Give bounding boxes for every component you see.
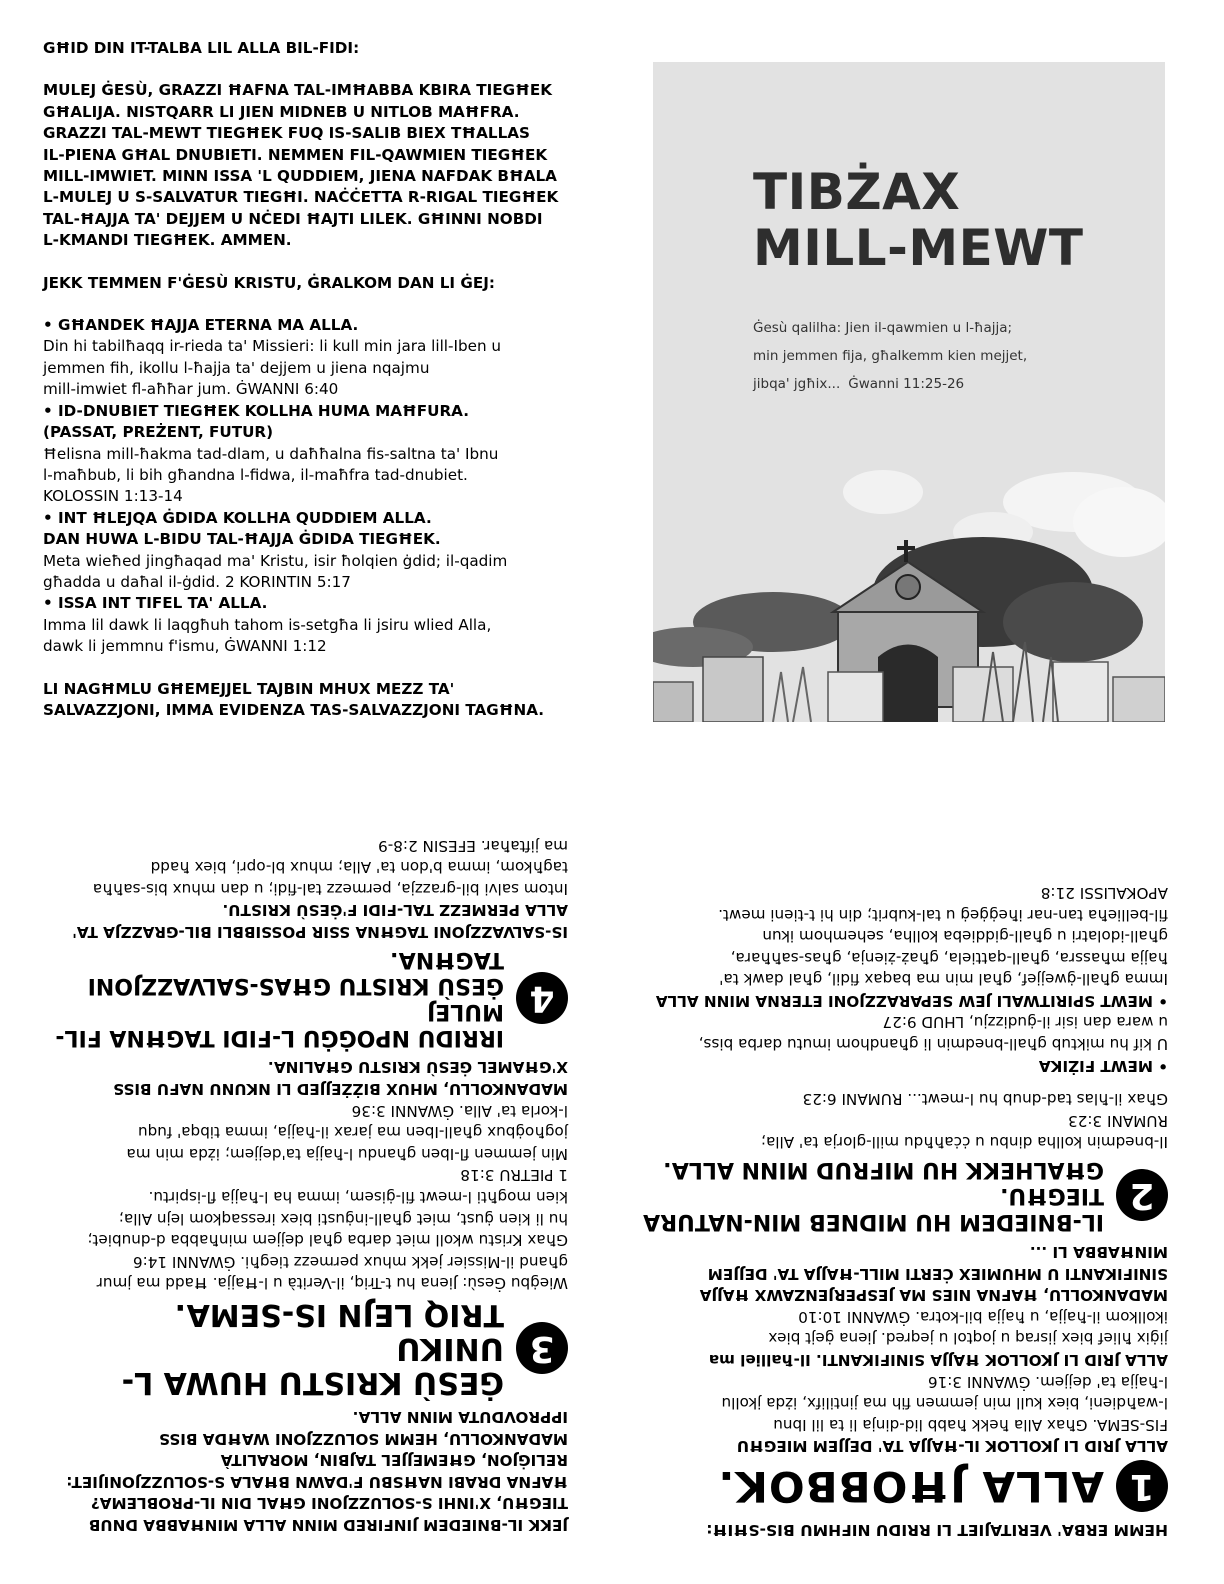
prayer-panel (43, 38, 583, 721)
truth-text: Il-bnedmin kollha dinbu u ċċaħħdu mill-glorja ta' Alla; (760, 1133, 1168, 1152)
truths-intro: HEMM ERBA' VERITAJIET LI RRIDU NIFHMU BIS-SĦIĦ: (706, 1521, 1168, 1539)
point-head: • INT ĦLEJQA ĠDIDA KOLLHA QUDDIEM ALLA. (43, 508, 432, 527)
quote-reference: Ġwanni 11:25-26 (848, 376, 965, 392)
truth-text-bold: X'GĦAMEL ĠESÙ KRISTU GĦALINA. (267, 1058, 568, 1077)
point-1 (43, 315, 583, 401)
point-text: KOLOSSIN 1:13-14 (43, 487, 183, 506)
closing-line: SALVAZZJONI, IMMA EVIDENZA TAS-SALVAZZJONI TAGĦNA. (43, 700, 545, 719)
truth-text: l-korla ta' Alla. ĠWANNI 3:36 (351, 1101, 568, 1120)
truth-text: Wieġbu Ġesù: Jiena hu t-Triq, il-Verità u l-Ħajja. Ħadd ma jmur (96, 1274, 568, 1293)
point-text: Meta wieħed jingħaqad ma' Kristu, isir ħolqien ġdid; il-qadim (43, 551, 508, 570)
truth-text: hu li kien ġust, miet għall-inġusti biex iressaqkom lejn Alla; (118, 1209, 568, 1228)
quote-line: jibqa' jgħix... Ġwanni 11:25-26 (753, 376, 965, 392)
point-text: dawk li jemmnu f'ismu, ĠWANNI 1:12 (43, 637, 327, 656)
prayer-line: MULEJ ĠESÙ, GRAZZI ĦAFNA TAL-IMĦABBA KBIRA TIEGĦEK (43, 81, 553, 100)
prayer-line: GRAZZI TAL-MEWT TIEGĦEK FUQ IS-SALIB BIEX TĦALLAS (43, 124, 530, 143)
truths-panel-1-2 (633, 830, 1168, 1540)
point-head: • ID-DNUBIET TIEGĦEK KOLLHA HUMA MAĦFURA. (43, 401, 469, 420)
spiritual-death-head: • MEWT SPIRITWALI JEW SEPARAZZJONI ETERNA MINN ALLA (655, 991, 1168, 1010)
prayer-line: L-MULEJ U S-SALVATUR TIEGĦI. NAĊĊETTA R-RIGAL TIEGĦEK (43, 188, 559, 207)
prayer-line: MILL-IMWIET. MINN ISSA 'L QUDDIEM, JIENA NAFDAK BĦALA (43, 167, 557, 186)
truth-4-title: IRRIDU NPOĠĠU L-FIDI TAGĦNA FIL-MULEJ ĠESÙ KRISTU GĦAS-SALVAZZJONI TAGĦNA. (55, 946, 504, 1050)
if-believe-heading: JEKK TEMMEN F'ĠESÙ KRISTU, ĠRALKOM DAN LI ĠEJ: (43, 273, 495, 292)
truth-text-bold: IS-SALVAZZJONI TAGĦNA SSIR POSSIBBLI BIL-GRAZZJA TA' (72, 922, 568, 941)
truth-text: APOKALISSI 21:8 (1040, 883, 1168, 902)
truth-text-bold: JEKK IL-BNIEDEM JINFIRED MINN ALLA MINĦABBA DNUB (88, 1516, 568, 1534)
point-text: Din hi tabilħaqq ir-rieda ta' Missieri: li kull min jara lill-Iben u (43, 337, 502, 356)
truth-2-title: IL-BNIEDEM HU MIDNEB MIN-NATURA TIEGĦU. GĦALHEKK HU MIFRUD MINN ALLA. (643, 1157, 1104, 1235)
point-text: Ħelisna mill-ħakma tad-dlam, u daħħalna fis-saltna ta' Ibnu (43, 444, 499, 463)
truth-text: RUMANI 3:23 (1068, 1111, 1168, 1130)
truth-text: Għax il-ħlas tad-dnub hu l-mewt... RUMANI 6:23 (802, 1090, 1168, 1109)
prayer-line: IL-PIENA GĦAL DNUBIETI. NEMMEN FIL-QAWMIEN TIEGĦEK (43, 145, 548, 164)
truth-text: U kif hu miktub għall-bnedmin li għandhom imutu darba biss, (698, 1035, 1168, 1054)
truth-text-bold: ALLA PERMEZZ TAL-FIDI F'ĠESÙ KRISTU. (222, 901, 568, 920)
truth-text: Għax Kristu wkoll miet darba għal dejjem minħabba d-dnubiet; (87, 1231, 568, 1250)
point-head: • GĦANDEK ĦAJJA ETERNA MA ALLA. (43, 316, 359, 335)
cover-panel (653, 62, 1165, 722)
truth-text-bold: SINIFIKANTI U MHUMIEX ĊERTI MILL-ĦAJJA TA' DEJJEM (707, 1264, 1168, 1283)
prayer-line: TAL-ĦAJJA TA' DEJJEM U NĊEDI ĦAJTI LILEK. GĦINNI NOBDI (43, 209, 543, 228)
prayer-text (43, 80, 583, 251)
truth-2-header (633, 1156, 1168, 1234)
truth-4-header (42, 946, 568, 1050)
point-head: • ISSA INT TIFEL TA' ALLA. (43, 594, 268, 613)
number-badge-3: 3 (516, 1322, 568, 1374)
point-text: l-maħbub, li bih għandna l-fidwa, il-maħfra tad-dnubiet. (43, 465, 468, 484)
truth-text-bold: ALLA JRID LI JKOLLOK IL-ĦAJJA TA' DEJJEM MIEGĦU (736, 1437, 1168, 1456)
truth-text-bold: RELIĠJON, GĦEMEJJEL TAJBIN, MORALITÀ (220, 1451, 568, 1470)
truth-text-bold: MADANKOLLU, HEMM SOLUZZJONI WAĦDA BISS (159, 1429, 568, 1448)
point-text: għadda u daħal il-ġdid. 2 KORINTIN 5:17 (43, 572, 351, 591)
chapel-cemetery-photo (653, 422, 1165, 722)
truth-text: Intom salvi bil-grazzja, permezz tal-fidi; u dan mhux bis-saħħa (92, 879, 568, 898)
truth-3-title: ĠESÙ KRISTU HUWA L-UNIKU TRIQ LEJN IS-SEMA. (121, 1297, 504, 1401)
truth-text-bold: ALLA JRID LI JKOLLOK ĦAJJA SINIFIKANTI. Il-ħalliel ma (708, 1351, 1168, 1370)
truth-1-header (633, 1460, 1168, 1512)
truth-text: fil-bellieħa tan-nar iħeġġeġ u tal-kubrit; din hi t-tieni mewt. (718, 905, 1168, 924)
point-head: DAN HUWA L-BIDU TAL-ĦAJJA ĠDIDA TIEGĦEK. (43, 530, 441, 549)
truth-text: Imma għall-ġwejjef, għal min ma baqax fidil, għal dawk ta' (719, 970, 1168, 989)
prayer-line: GĦALIJA. NISTQARR LI JIEN MIDNEB U NITLOB MAĦFRA. (43, 102, 520, 121)
truth-text: ħajja mħassra, għall-qattiela, għaż-żienja, għas-saħħara, (730, 948, 1168, 967)
cover-quote (753, 314, 1073, 398)
truth-text-bold: TIEGĦU, X'INHI S-SOLUZZJONI GĦAL DIN IL-PROBLEMA? (90, 1494, 568, 1513)
truth-text: l-ħajja ta' dejjem. ĠWANNI 3:16 (927, 1372, 1168, 1391)
point-2 (43, 401, 583, 508)
number-badge-2: 2 (1116, 1169, 1168, 1221)
cover-title-line: MILL-MEWT (753, 219, 1084, 277)
quote-line: min jemmen fija, għalkemm kien mejjet, (753, 348, 1028, 364)
point-text: mill-imwiet fl-aħħar jum. ĠWANNI 6:40 (43, 380, 339, 399)
point-3 (43, 508, 583, 594)
truth-text: ikollkom il-ħajja, u ħajja bil-kotra. ĠWANNI 10:10 (798, 1307, 1168, 1326)
physical-death-head: • MEWT FIŻIKA (1038, 1056, 1168, 1075)
truth-text: tagħkom, imma b'don ta' Alla; mhux bl-opri, biex ħadd (150, 858, 568, 877)
point-head: (PASSAT, PREŻENT, FUTUR) (43, 423, 274, 442)
truth-text-bold: MADANKOLLU, MHUX BIŻŻEJJED LI NKUNU NAFU BISS (113, 1080, 568, 1099)
prayer-heading: GĦID DIN IT-TALBA LIL ALLA BIL-FIDI: (43, 39, 360, 57)
truth-text: jiġix ħlief biex jisraq u joqtol u jeqred. Jiena ġejt biex (768, 1329, 1168, 1348)
number-badge-4: 4 (516, 972, 568, 1024)
cover-title-line: TIBŻAX (753, 163, 961, 221)
point-text: Imma lil dawk li laqgħuh tahom is-setgħa li jsiru wlied Alla, (43, 615, 492, 634)
truth-text: jogħoġbux għall-Iben ma jarax il-ħajja, imma tibqa' fuqu (137, 1123, 568, 1142)
truths-panel-3-4 (42, 836, 568, 1535)
truth-text: Min jemmen fl-Iben għandu l-ħajja ta'dejjem; iżda min ma (126, 1144, 568, 1163)
truth-text: ma jiftaħar. EFESIN 2:8-9 (378, 836, 568, 855)
closing-line: LI NAGĦMLU GĦEMEJJEL TAJBIN MHUX MEZZ TA' (43, 679, 455, 698)
truth-1-title: ALLA JĦOBBOK. (717, 1462, 1104, 1512)
truth-text: FIS-SEMA. Għax Alla ħekk ħabb lid-dinja li ta lil Ibnu (773, 1415, 1168, 1434)
truth-text: għand il-Missier jekk mhux permezz tiegħi. ĠWANNI 14:6 (132, 1252, 568, 1271)
truth-text: għall-idolatri u għall-giddieba kollha, sehemhom ikun (762, 927, 1168, 946)
truth-text-bold: IPPROVDUTA MINN ALLA. (352, 1408, 568, 1427)
truth-text-bold: MINĦABBA LI ... (1029, 1243, 1168, 1262)
truth-3-header (42, 1297, 568, 1399)
prayer-line: L-KMANDI TIEGĦEK. AMMEN. (43, 231, 292, 250)
point-text: jemmen fih, ikollu l-ħajja ta' dejjem u jiena nqajmu (43, 358, 430, 377)
number-badge-1: 1 (1116, 1460, 1168, 1512)
truth-text: u wara dan isir il-ġudizzju, LHUD 9:27 (882, 1013, 1168, 1032)
truth-text-bold: ĦAFNA DRABI NAĦSBU F'DAWN BĦALA S-SOLUZZJONIJIET: (66, 1472, 568, 1491)
truth-text: kien mogħti l-mewt fil-ġisem, imma ha l-ħajja fl-ispirtu. (148, 1188, 568, 1207)
point-4 (43, 593, 583, 657)
quote-line: Ġesù qalilha: Jien il-qawmien u l-ħajja; (753, 320, 1013, 336)
truth-text: 1 PIETRU 3:18 (460, 1166, 568, 1185)
truth-text: l-waħdieni, biex kull min jemmen fih ma jintilifx, iżda jkollu (721, 1394, 1168, 1413)
truth-text-bold: MADANKOLLU, ĦAFNA NIES MA JESPERJENZAWX ĦAJJA (699, 1286, 1168, 1305)
cover-title (753, 164, 1084, 276)
